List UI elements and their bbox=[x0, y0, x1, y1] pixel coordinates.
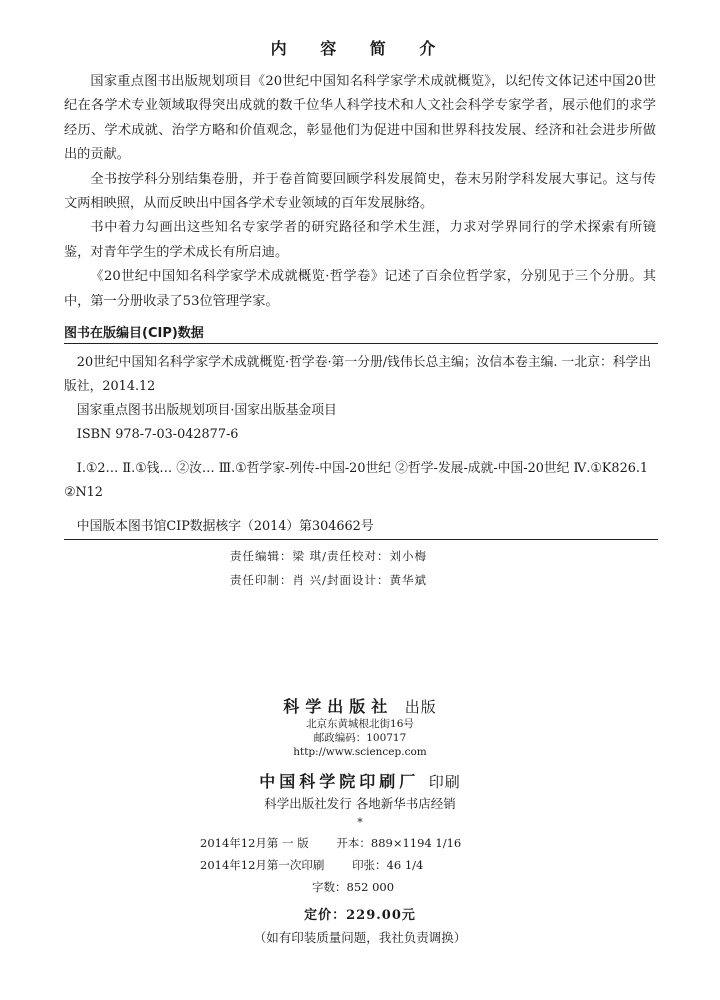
intro-title: 内 容 简 介 bbox=[270, 39, 450, 58]
edition-info: 2014年12月第 一 版 bbox=[200, 836, 309, 850]
printer-suffix: 印刷 bbox=[428, 773, 461, 791]
cip-classification: Ⅰ.①2… Ⅱ.①钱… ②汝… Ⅲ.①哲学家-列传-中国-20世纪 ②哲学-发展-成就-中国-20世纪 Ⅳ.①K826.1 ②N12 bbox=[64, 461, 649, 500]
cip-heading: 图书在版编目(CIP)数据 bbox=[64, 326, 204, 341]
cip-verification: 中国版本图书馆CIP数据核字（2014）第304662号 bbox=[76, 519, 374, 534]
publisher-name-line bbox=[0, 694, 720, 717]
editor-line: 责任编辑：梁 琪/责任校对：刘小梅 bbox=[230, 549, 428, 563]
specs-row bbox=[200, 854, 530, 876]
word-count: 字数：852 000 bbox=[312, 880, 395, 894]
specs-row bbox=[200, 876, 530, 898]
intro-paragraph: 国家重点图书出版规划项目《20世纪中国知名科学家学术成就概览》，以纪传文体记述中国20世纪在各学术专业领域取得突出成就的数千位华人科学技术和人文社会科学专家学者，展示他们的求学经历、学术成就、治学方略和价值观念，彰显他们为促进中国和世界科技发展、经济和社会进步所做出的贡献。 bbox=[64, 74, 656, 163]
separator-star: * bbox=[357, 816, 363, 829]
intro-paragraph: 《20世纪中国知名科学家学术成就概览·哲学卷》记述了百余位哲学家，分别见于三个分册。其中，第一分册收录了53位管理学家。 bbox=[64, 269, 656, 309]
printer-name: 中国科学院印刷厂 bbox=[259, 772, 420, 791]
print-specs bbox=[200, 832, 530, 898]
specs-row bbox=[200, 832, 530, 854]
quality-notice: （如有印装质量问题，我社负责调换） bbox=[253, 930, 467, 945]
cip-top-rule bbox=[64, 343, 658, 344]
format-info: 开本：889×1194 1/16 bbox=[336, 836, 462, 850]
intro-paragraph: 书中着力勾画出这些知名专家学者的研究路径和学术生涯，力求对学界同行的学术探索有所镜鉴，对青年学生的学术成长有所启迪。 bbox=[64, 220, 656, 260]
publisher-block bbox=[0, 694, 720, 792]
editor-credits bbox=[230, 544, 427, 592]
cip-entry: 20世纪中国知名科学家学术成就概览·哲学卷·第一分册/钱伟长总主编；汝信本卷主编. 一北京：科学出版社，2014.12 bbox=[64, 355, 652, 394]
price: 定价：229.00元 bbox=[304, 908, 416, 923]
printing-info: 2014年12月第一次印刷 bbox=[200, 858, 325, 872]
publisher-address: 北京东黄城根北街16号 bbox=[306, 718, 414, 730]
distribution-line: 科学出版社发行 各地新华书店经销 bbox=[264, 796, 456, 811]
publisher-postcode: 邮政编码：100717 bbox=[313, 732, 407, 744]
intro-body bbox=[64, 70, 656, 314]
sheets-info: 印张：46 1/4 bbox=[352, 858, 424, 872]
cip-block bbox=[64, 351, 658, 539]
editor-line: 责任印制：肖 兴/封面设计：黄华斌 bbox=[230, 573, 428, 587]
cip-bottom-rule bbox=[64, 539, 658, 540]
cip-series: 国家重点图书出版规划项目·国家出版基金项目 bbox=[76, 403, 337, 418]
printer-line bbox=[0, 769, 720, 792]
cip-isbn: ISBN 978-7-03-042877-6 bbox=[76, 427, 239, 442]
publisher-url: http://www.sciencep.com bbox=[293, 746, 427, 758]
publisher-suffix: 出版 bbox=[404, 698, 437, 716]
intro-paragraph: 全书按学科分别结集卷册，并于卷首简要回顾学科发展简史，卷末另附学科发展大事记。这与传文两相映照，从而反映出中国各学术专业领域的百年发展脉络。 bbox=[64, 171, 656, 212]
publisher-name: 科学出版社 bbox=[283, 697, 394, 716]
